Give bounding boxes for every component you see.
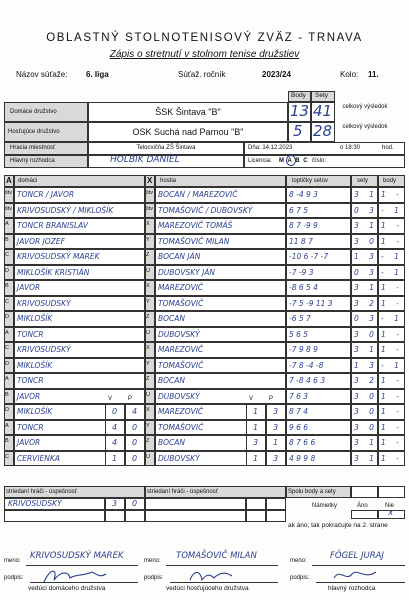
row-away: TOMAŠOVIČ / DUBOVSKÝ bbox=[158, 205, 253, 215]
venue-label: Hracia miestnosť bbox=[10, 145, 56, 151]
row-home: CERVIENKA bbox=[17, 453, 60, 463]
row-rt: Y bbox=[146, 360, 150, 367]
row-away: BOCAN bbox=[158, 376, 186, 385]
row-rp: 3 bbox=[273, 422, 279, 432]
col-sety: sety bbox=[357, 178, 369, 184]
row-sets: -7 -9 3 bbox=[289, 267, 314, 277]
license-number-label: číslo: bbox=[312, 158, 327, 164]
row-away: BOCAN JÁN bbox=[158, 252, 201, 261]
row-lt: B bbox=[5, 236, 9, 243]
row-rt: Z bbox=[146, 252, 150, 258]
row-rt: U bbox=[146, 329, 150, 336]
row-away: BOCAN bbox=[158, 438, 186, 447]
row-lt: C bbox=[5, 345, 9, 351]
row-home: KRIVOSUDSKÝ bbox=[17, 298, 71, 308]
sety-header: Sety bbox=[315, 92, 329, 99]
row-away: DUBOVSKÝ bbox=[158, 329, 200, 339]
row-sets: -6 5 7 bbox=[289, 314, 311, 323]
row-home: JAVOR bbox=[17, 438, 41, 447]
home-meno-label: meno: bbox=[4, 558, 21, 564]
row-lt: B bbox=[5, 283, 9, 289]
row-home: KRIVOSUDSKÝ / MIKLOŠÍK bbox=[17, 205, 114, 215]
ano-label: Áno bbox=[357, 503, 368, 509]
away-sety-value: 28 bbox=[313, 122, 333, 140]
continue-note: ak áno, tak pokračujte na 2. strane bbox=[288, 522, 388, 529]
away-caption: vedúci hosťujúceho družstva bbox=[166, 585, 249, 592]
home-team-label: Domáce družstvo bbox=[10, 109, 57, 115]
row-sety: 3 0 bbox=[354, 422, 378, 432]
referee-value: HOLBÍK DANIEL bbox=[110, 155, 180, 165]
row-sety: 1 3 bbox=[354, 252, 378, 261]
away-signature bbox=[186, 566, 236, 586]
row-sets: 5 6 5 bbox=[289, 329, 309, 339]
row-body: 1 - bbox=[381, 391, 403, 401]
row-lt: D bbox=[5, 314, 9, 320]
row-sets: 8 -4 9 3 bbox=[289, 190, 318, 199]
row-sets: 8 7 -9 9 bbox=[289, 221, 318, 230]
row-sets: 6 7 5 bbox=[289, 205, 309, 215]
row-sety: 3 1 bbox=[354, 283, 378, 292]
row-away: MAREZOVIČ TOMÁŠ bbox=[158, 221, 233, 230]
vp-header-v: V bbox=[108, 396, 113, 402]
row-lt: C bbox=[5, 252, 9, 258]
row-body: 1 - bbox=[381, 345, 403, 354]
license-label: Licencia: bbox=[248, 158, 272, 164]
home-overall-label: celkový výsledok bbox=[342, 104, 388, 110]
body-header: Body bbox=[291, 92, 306, 99]
row-rp: 3 bbox=[273, 407, 279, 416]
namietky-label: Námietky bbox=[312, 503, 338, 509]
row-away: BOCAN bbox=[158, 314, 186, 323]
row-body: 1 - bbox=[381, 298, 403, 308]
row-sets: 8 7 4 bbox=[289, 407, 309, 416]
row-body: 1 - bbox=[381, 453, 403, 463]
season-label: Súťaž. ročník bbox=[178, 70, 226, 79]
row-lt: C bbox=[5, 453, 9, 460]
row-body: 1 - bbox=[381, 438, 403, 447]
row-sets: -7 8 -4 -8 bbox=[289, 360, 324, 370]
row-lt: B bbox=[5, 391, 9, 398]
ref-meno-label: meno: bbox=[290, 558, 307, 564]
row-sety: 3 0 bbox=[354, 391, 378, 401]
row-lv: 4 bbox=[112, 422, 118, 432]
row-body: - 1 bbox=[381, 205, 403, 215]
home-body-value: 13 bbox=[290, 102, 310, 120]
away-body-value: 5 bbox=[293, 122, 303, 140]
row-rp: 3 bbox=[273, 453, 279, 463]
license-options: M A B C bbox=[279, 158, 309, 164]
row-rt: X bbox=[146, 407, 150, 413]
row-home: JAVOR bbox=[17, 283, 41, 292]
home-sub-v: 3 bbox=[112, 499, 118, 508]
home-sub-name: KRIVOSUDSKÝ bbox=[8, 499, 62, 508]
row-lp: 4 bbox=[132, 407, 138, 416]
row-body: 1 - bbox=[381, 407, 403, 416]
round-label: Kolo: bbox=[340, 70, 359, 79]
row-home: MIKLOŠÍK bbox=[17, 407, 53, 416]
row-sety: 3 1 bbox=[354, 453, 378, 463]
row-body: - 1 bbox=[381, 267, 403, 277]
row-rt: U bbox=[146, 391, 150, 398]
row-away: DUBOVSKÝ bbox=[158, 391, 200, 401]
away-captain-name: TOMAŠOVIČ MILAN bbox=[176, 551, 257, 561]
away-team-name: OSK Suchá nad Parnou "B" bbox=[132, 127, 244, 137]
row-sety: 1 3 bbox=[354, 360, 378, 370]
row-home: TONCR BRANISLAV bbox=[17, 221, 89, 230]
col-hostia: hostia bbox=[160, 178, 177, 184]
row-lt: A bbox=[5, 376, 9, 382]
row-away: TOMAŠOVIČ MILAN bbox=[158, 236, 230, 246]
row-sety: 3 1 bbox=[354, 438, 378, 447]
row-body: - 1 bbox=[381, 360, 403, 370]
row-away: TOMAŠOVIČ bbox=[158, 422, 204, 432]
license-circle bbox=[286, 155, 296, 166]
home-subs-label: striedaní hráči - úspešnosť bbox=[6, 489, 77, 495]
row-rp: 1 bbox=[273, 438, 279, 447]
row-lt: D bbox=[5, 360, 9, 367]
home-podpis-label: podpis: bbox=[4, 575, 24, 581]
row-away: MAREZOVIČ bbox=[158, 407, 204, 416]
row-home: KRIVOSUDSKÝ bbox=[17, 345, 71, 354]
row-body: 1 - bbox=[381, 190, 403, 199]
row-sets: -7 9 8 9 bbox=[289, 345, 318, 354]
referee-sign-name: FÖGEL JURAJ bbox=[330, 551, 384, 561]
totals-label: Spolu body a sety bbox=[288, 489, 336, 495]
row-lp: 0 bbox=[132, 422, 138, 432]
row-home: KRIVOSUDSKÝ MAREK bbox=[17, 252, 100, 261]
row-lv: 1 bbox=[112, 453, 118, 463]
round-value: 11. bbox=[368, 70, 379, 79]
row-rt: Z bbox=[146, 376, 150, 382]
row-rt: štv bbox=[146, 205, 154, 212]
row-away: TOMAŠOVIČ bbox=[158, 360, 204, 370]
row-sets: 9 6 6 bbox=[289, 422, 309, 432]
nie-label: Nie bbox=[385, 503, 395, 509]
row-body: 1 - bbox=[381, 376, 403, 385]
row-away: MAREZOVIČ bbox=[158, 283, 204, 292]
row-sets: 4 9 9 8 bbox=[289, 453, 316, 463]
row-home: JAVOR bbox=[17, 391, 41, 401]
row-body: 1 - bbox=[381, 329, 403, 339]
row-body: - 1 bbox=[381, 314, 403, 323]
row-lt: A bbox=[5, 329, 9, 336]
row-rv: 1 bbox=[253, 422, 259, 432]
row-rt: X bbox=[146, 221, 150, 227]
referee-label: Hlavný rozhodca bbox=[10, 158, 55, 164]
row-away: DUBOVSKÝ bbox=[158, 453, 200, 463]
row-sety: 3 2 bbox=[354, 298, 378, 308]
row-lt: štv bbox=[5, 190, 13, 196]
row-home: JAVOR JOZEF bbox=[17, 236, 65, 246]
home-team-name: ŠSK Šintava "B" bbox=[155, 107, 221, 117]
row-body: - 1 bbox=[381, 252, 403, 261]
home-caption: vedúci domáceho družstva bbox=[28, 585, 106, 592]
row-sets: 7 6 3 bbox=[289, 391, 309, 401]
row-home: TONCR bbox=[17, 329, 44, 339]
row-sets: -8 6 5 4 bbox=[289, 283, 318, 292]
row-sety: 3 0 bbox=[354, 407, 378, 416]
row-sets: 11 8 7 bbox=[289, 236, 313, 246]
row-sety: 3 1 bbox=[354, 221, 378, 230]
vp-header-v: V bbox=[249, 396, 254, 402]
vp-header-p: P bbox=[128, 396, 133, 402]
season-value: 2023/24 bbox=[262, 70, 291, 79]
referee-signature bbox=[330, 566, 380, 586]
row-away: MAREZOVIČ bbox=[158, 345, 204, 354]
row-sety: 3 0 bbox=[354, 236, 378, 246]
nie-mark: x bbox=[388, 508, 394, 518]
away-team-label: Hosťujúce družstvo bbox=[8, 129, 60, 135]
row-body: 1 - bbox=[381, 221, 403, 230]
row-sets: 8 7 6 6 bbox=[289, 438, 316, 447]
row-sety: 0 3 bbox=[354, 205, 378, 215]
row-rt: U bbox=[146, 453, 150, 460]
row-sety: 3 1 bbox=[354, 190, 378, 199]
time-value: o 18:30 bbox=[340, 145, 361, 151]
row-rt: štv bbox=[146, 190, 154, 196]
row-sets: -10 6 -7 -7 bbox=[289, 252, 329, 261]
competition-value: 6. liga bbox=[86, 70, 109, 79]
ref-caption: hlavný rozhodca bbox=[328, 585, 376, 592]
venue-value: Telocvičňa ZŠ Šintava bbox=[136, 145, 196, 151]
row-body: 1 - bbox=[381, 422, 403, 432]
col-x: X bbox=[147, 176, 153, 185]
row-home: MIKLOŠÍK bbox=[17, 314, 53, 323]
row-home: TONCR bbox=[17, 422, 44, 432]
form-subtitle: Zápis o stretnutí v stolnom tenise družstiev bbox=[109, 49, 300, 60]
ref-podpis-label: podpis: bbox=[290, 575, 310, 581]
row-sety: 0 3 bbox=[354, 267, 378, 277]
row-sets: -7 5 -9 11 3 bbox=[289, 298, 333, 308]
row-sety: 3 1 bbox=[354, 345, 378, 354]
row-rt: X bbox=[146, 283, 150, 289]
col-domaci: domáci bbox=[18, 178, 38, 184]
date-label: Dňa: 14.12.2023 bbox=[248, 145, 293, 151]
vp-header-p: P bbox=[269, 396, 274, 402]
row-rt: Z bbox=[146, 314, 150, 320]
row-home: MIKLOŠÍK KRISTIÁN bbox=[17, 267, 90, 277]
away-podpis-label: podpis: bbox=[144, 575, 164, 581]
row-sety: 3 0 bbox=[354, 329, 378, 339]
home-captain-name: KRIVOSUDSKÝ MAREK bbox=[30, 551, 124, 561]
row-away: TOMAŠOVIČ bbox=[158, 298, 204, 308]
row-rv: 1 bbox=[253, 407, 259, 416]
row-body: 1 - bbox=[381, 283, 403, 292]
row-rt: X bbox=[146, 345, 150, 351]
row-lp: 0 bbox=[132, 453, 138, 463]
row-lt: D bbox=[5, 407, 9, 413]
away-subs-label: striedaní hráči - úspešnosť bbox=[147, 489, 218, 495]
row-lv: 0 bbox=[112, 407, 118, 416]
federation-title: OBLASTNÝ STOLNOTENISOVÝ ZVÄZ - TRNAVA bbox=[46, 32, 363, 44]
row-rv: 3 bbox=[253, 438, 259, 447]
away-overall-label: celkový výsledok bbox=[342, 124, 388, 130]
row-lt: D bbox=[5, 267, 9, 274]
row-away: DUBOVSKÝ JÁN bbox=[158, 267, 216, 277]
row-lp: 0 bbox=[132, 438, 138, 447]
row-home: TONCR / JAVOR bbox=[17, 190, 75, 199]
away-meno-label: meno: bbox=[144, 558, 161, 564]
row-home: TONCR bbox=[17, 376, 44, 385]
home-sety-value: 41 bbox=[313, 102, 333, 120]
row-rt: U bbox=[146, 267, 150, 274]
row-home: MIKLOŠÍK bbox=[17, 360, 53, 370]
row-body: 1 - bbox=[381, 236, 403, 246]
row-lt: A bbox=[5, 422, 9, 429]
row-rt: Y bbox=[146, 298, 150, 305]
row-lt: C bbox=[5, 298, 9, 305]
row-lt: A bbox=[5, 221, 9, 227]
home-sub-p: 0 bbox=[132, 499, 138, 508]
time-unit: hod. bbox=[382, 145, 394, 151]
row-lv: 4 bbox=[112, 438, 118, 447]
row-sets: 7 -8 4 6 3 bbox=[289, 376, 326, 385]
col-body: body bbox=[383, 178, 397, 184]
row-away: BOCAN / MAREZOVIČ bbox=[158, 190, 238, 199]
row-sety: 0 3 bbox=[354, 314, 378, 323]
row-rt: Z bbox=[146, 438, 150, 444]
col-sets: loptičky setov bbox=[292, 178, 329, 184]
row-lt: B bbox=[5, 438, 9, 444]
col-a: A bbox=[6, 176, 12, 185]
row-lt: štv bbox=[5, 205, 13, 212]
competition-label: Názov súťaže: bbox=[16, 70, 68, 79]
row-rt: Y bbox=[146, 236, 150, 243]
row-rv: 1 bbox=[253, 453, 259, 463]
row-sety: 3 2 bbox=[354, 376, 378, 385]
row-rt: Y bbox=[146, 422, 150, 429]
